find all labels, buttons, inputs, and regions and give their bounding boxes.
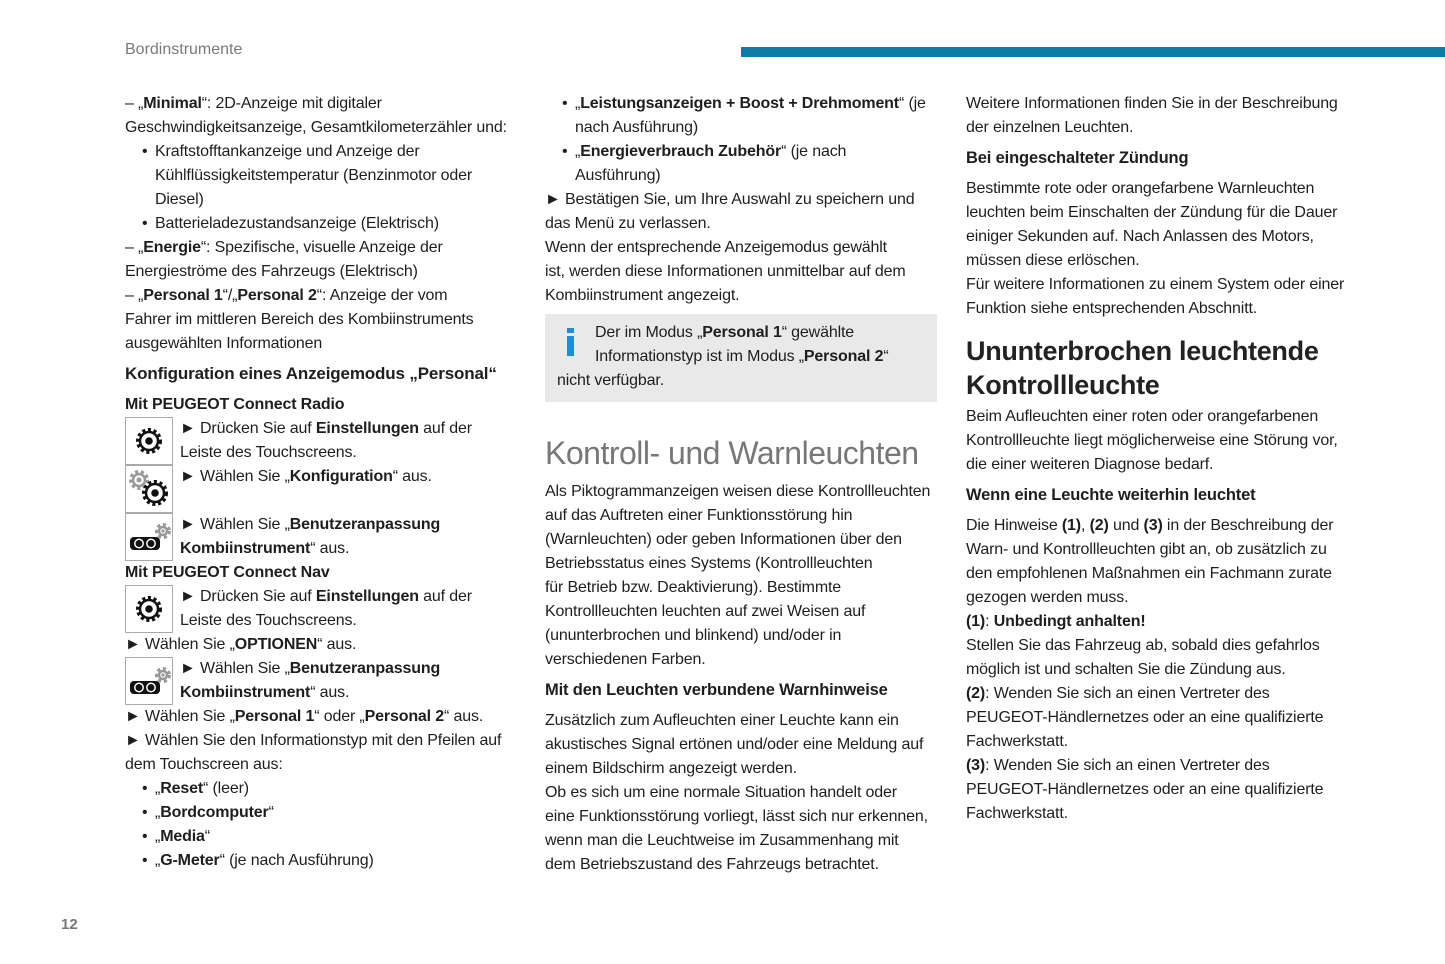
- text-span: nach Ausführung): [575, 119, 699, 136]
- text-span: akustisches Signal ertönen und/oder eine Meldung auf: [545, 736, 924, 753]
- text-span: “ (je nach: [781, 143, 847, 160]
- text-span: “ aus.: [444, 708, 484, 725]
- text-line: [966, 334, 1366, 368]
- bullet-item: [125, 801, 525, 825]
- text-line: [557, 345, 937, 369]
- bold-text: G-Meter: [160, 852, 220, 869]
- text-span: “: 2D-Anzeige mit digitaler: [201, 95, 382, 112]
- bold-text: Personal 1: [702, 324, 782, 341]
- bold-text: (1): [966, 613, 986, 630]
- text-span: ► Wählen Sie „: [180, 468, 290, 485]
- text-line: [180, 465, 525, 489]
- text-span: „: [155, 780, 161, 797]
- text-line: [180, 681, 525, 705]
- text-line: [966, 297, 1366, 321]
- text-span: einiger Sekunden auf. Nach Anlassen des Motors,: [966, 228, 1314, 245]
- text-span: “ gewählte: [781, 324, 855, 341]
- text-line: [966, 146, 1366, 170]
- bold-text: (3): [1143, 517, 1163, 534]
- text-span: Kontroll- und Warnleuchten: [545, 435, 919, 471]
- text-span: Fahrer im mittleren Bereich des Kombiinstruments: [125, 311, 474, 328]
- text-line: [966, 225, 1366, 249]
- bold-text: Benutzeranpassung: [289, 516, 441, 533]
- text-span: “: [268, 804, 274, 821]
- text-span: Weitere Informationen finden Sie in der Beschreibung: [966, 95, 1338, 112]
- paragraph: [545, 188, 945, 236]
- text-line: [545, 576, 945, 600]
- text-span: Konfiguration eines Anzeigemodus „Personal“: [125, 364, 497, 383]
- text-line: [180, 609, 525, 633]
- text-span: Diesel): [155, 191, 204, 208]
- text-line: [125, 825, 525, 849]
- bold-text: Personal 2: [803, 348, 884, 365]
- bold-text: (1): [1061, 517, 1081, 534]
- text-line: [125, 777, 525, 801]
- text-line: [125, 140, 525, 164]
- text-line: [966, 682, 1366, 706]
- section-heading: [125, 561, 525, 585]
- text-line: [545, 805, 945, 829]
- section-heading: [966, 334, 1366, 402]
- text-span: der einzelnen Leuchten.: [966, 119, 1134, 136]
- text-span: Für weitere Informationen zu einem System oder einer: [966, 276, 1345, 293]
- instruction-step: [125, 657, 525, 705]
- column-left: [125, 92, 525, 873]
- text-line: [545, 433, 945, 473]
- text-span: müssen diese erlöschen.: [966, 252, 1140, 269]
- text-line: [545, 624, 945, 648]
- bold-text: Konfiguration: [289, 468, 393, 485]
- text-span: Fachwerkstatt.: [966, 733, 1068, 750]
- text-span: “: Anzeige der vom: [316, 287, 448, 304]
- text-line: [125, 801, 525, 825]
- text-line: [125, 849, 525, 873]
- column-right: [966, 92, 1366, 826]
- text-span: Kontrollleuchte: [966, 370, 1160, 400]
- text-span: Wenn der entsprechende Anzeigemodus gewählt: [545, 239, 887, 256]
- text-span: ► Drücken Sie auf: [180, 588, 316, 605]
- bold-text: Einstellungen: [315, 588, 419, 605]
- text-span: “ (leer): [203, 780, 249, 797]
- text-span: : Wenden Sie sich an einen Vertreter des: [985, 685, 1270, 702]
- text-span: Bestimmte rote oder orangefarbene Warnleuchten: [966, 180, 1315, 197]
- text-span: einem Bildschirm angezeigt werden.: [545, 760, 797, 777]
- text-span: Warn- und Kontrollleuchten gibt an, ob zusätzlich zu: [966, 541, 1327, 558]
- text-line: [545, 140, 945, 164]
- text-span: “: [204, 828, 210, 845]
- text-line: [966, 368, 1366, 402]
- text-span: Batterieladezustandsanzeige (Elektrisch): [155, 215, 439, 232]
- text-span: ► Wählen Sie „: [125, 708, 235, 725]
- text-span: Fachwerkstatt.: [966, 805, 1068, 822]
- text-span: das Menü zu verlassen.: [545, 215, 711, 232]
- text-span: Ob es sich um eine normale Situation handelt oder: [545, 784, 897, 801]
- text-span: Beim Aufleuchten einer roten oder orangefarbenen: [966, 408, 1319, 425]
- text-line: [545, 504, 945, 528]
- text-span: Ununterbrochen leuchtende: [966, 336, 1319, 366]
- text-span: “ aus.: [310, 684, 350, 701]
- text-span: Kombiinstrument angezeigt.: [545, 287, 740, 304]
- text-span: Leiste des Touchscreens.: [180, 444, 357, 461]
- text-line: [966, 483, 1366, 507]
- text-line: [966, 610, 1366, 634]
- text-line: [180, 417, 525, 441]
- text-line: [125, 260, 525, 284]
- text-line: [966, 116, 1366, 140]
- text-span: Informationstyp ist im Modus „: [595, 348, 804, 365]
- text-span: “ (je nach Ausführung): [219, 852, 374, 869]
- text-span: Zusätzlich zum Aufleuchten einer Leuchte kann ein: [545, 712, 899, 729]
- instruction-step: [125, 465, 525, 513]
- text-span: ► Drücken Sie auf: [180, 420, 316, 437]
- text-line: [545, 260, 945, 284]
- text-span: auf der: [418, 588, 472, 605]
- text-span: Geschwindigkeitsanzeige, Gesamtkilometerzähler und:: [125, 119, 507, 136]
- text-line: [180, 585, 525, 609]
- text-span: Kontrollleuchten leuchten auf zwei Weisen auf: [545, 603, 866, 620]
- text-span: : Wenden Sie sich an einen Vertreter des: [985, 757, 1270, 774]
- text-line: [966, 249, 1366, 273]
- text-span: “ aus.: [392, 468, 432, 485]
- text-span: Der im Modus „: [595, 324, 703, 341]
- text-span: ► Bestätigen Sie, um Ihre Auswahl zu speichern und: [545, 191, 915, 208]
- instrument-cluster-icon: [125, 657, 173, 705]
- text-span: dem Betriebszustand des Fahrzeugs betrachtet.: [545, 856, 879, 873]
- text-line: [545, 284, 945, 308]
- text-line: [966, 802, 1366, 826]
- bold-text: Unbedingt anhalten!: [993, 613, 1146, 630]
- text-span: “/„: [222, 287, 238, 304]
- text-span: Betriebsstatus eines Systems (Kontrollleuchten: [545, 555, 873, 572]
- text-line: [180, 513, 525, 537]
- bold-text: Personal 1: [234, 708, 315, 725]
- text-span: Mit PEUGEOT Connect Nav: [125, 564, 330, 581]
- text-span: „: [155, 852, 161, 869]
- bold-text: OPTIONEN: [234, 636, 318, 653]
- text-span: – „: [125, 95, 144, 112]
- text-line: [125, 284, 525, 308]
- text-line: [966, 453, 1366, 477]
- text-span: leuchten beim Einschalten der Zündung für die Dauer: [966, 204, 1338, 221]
- bold-text: (2): [1089, 517, 1109, 534]
- text-span: in der Beschreibung der: [1162, 517, 1334, 534]
- text-span: Mit den Leuchten verbundene Warnhinweise: [545, 681, 888, 699]
- text-span: Energieströme des Fahrzeugs (Elektrisch): [125, 263, 418, 280]
- bullet-item: [125, 140, 525, 212]
- bold-text: (2): [966, 685, 986, 702]
- text-line: [545, 678, 945, 702]
- text-line: [966, 177, 1366, 201]
- text-span: Mit PEUGEOT Connect Radio: [125, 396, 345, 413]
- text-line: [545, 116, 945, 140]
- bullet-item: [545, 92, 945, 140]
- text-span: und: [1108, 517, 1144, 534]
- bold-text: Kombiinstrument: [180, 684, 311, 701]
- bold-text: Reset: [160, 780, 204, 797]
- text-line: [125, 116, 525, 140]
- bullet-item: [125, 777, 525, 801]
- bold-text: Personal 2: [364, 708, 445, 725]
- text-line: [125, 236, 525, 260]
- text-span: nicht verfügbar.: [557, 372, 664, 389]
- text-span: Kraftstofftankanzeige und Anzeige der: [155, 143, 420, 160]
- text-line: [545, 188, 945, 212]
- text-line: [125, 633, 525, 657]
- text-line: [125, 561, 525, 585]
- text-line: [966, 273, 1366, 297]
- bold-text: Energieverbrauch Zubehör: [580, 143, 782, 160]
- text-line: [966, 754, 1366, 778]
- text-line: [545, 164, 945, 188]
- configuration-gears-icon: [125, 465, 173, 513]
- paragraph: [125, 92, 525, 140]
- column-middle: [545, 92, 945, 877]
- text-line: [180, 537, 525, 561]
- section-heading: [125, 393, 525, 417]
- text-span: Kontrollleuchte liegt möglicherweise eine Störung vor,: [966, 432, 1338, 449]
- text-line: [545, 709, 945, 733]
- text-span: „: [155, 804, 161, 821]
- text-line: [966, 201, 1366, 225]
- bold-text: Personal 2: [237, 287, 317, 304]
- info-icon: [567, 328, 574, 356]
- text-line: [966, 538, 1366, 562]
- text-span: möglich ist und schalten Sie die Zündung aus.: [966, 661, 1286, 678]
- text-line: [125, 393, 525, 417]
- paragraph: [125, 633, 525, 657]
- text-line: [545, 528, 945, 552]
- text-line: [125, 308, 525, 332]
- text-line: [125, 729, 525, 753]
- text-span: “ aus.: [317, 636, 357, 653]
- text-line: [545, 757, 945, 781]
- text-span: Bei eingeschalteter Zündung: [966, 149, 1189, 167]
- text-span: Funktion siehe entsprechenden Abschnitt.: [966, 300, 1258, 317]
- text-line: [125, 164, 525, 188]
- text-span: verschiedenen Farben.: [545, 651, 706, 668]
- text-span: „: [575, 95, 581, 112]
- text-line: [180, 657, 525, 681]
- bold-text: Personal 1: [143, 287, 223, 304]
- text-line: [966, 706, 1366, 730]
- paragraph: [545, 480, 945, 672]
- section-heading: [966, 483, 1366, 507]
- text-span: “: [883, 348, 889, 365]
- text-line: [125, 362, 525, 386]
- section-heading: [125, 362, 525, 386]
- text-line: [966, 586, 1366, 610]
- text-line: [966, 634, 1366, 658]
- text-span: „: [155, 828, 161, 845]
- text-span: dem Touchscreen aus:: [125, 756, 283, 773]
- text-line: [125, 705, 525, 729]
- bold-text: Benutzeranpassung: [289, 660, 441, 677]
- text-span: auf der: [418, 420, 472, 437]
- paragraph: [966, 92, 1366, 140]
- paragraph: [545, 709, 945, 877]
- text-line: [557, 321, 937, 345]
- text-line: [545, 648, 945, 672]
- text-span: “ (je: [899, 95, 926, 112]
- text-span: Wenn eine Leuchte weiterhin leuchtet: [966, 486, 1256, 504]
- text-span: Als Piktogrammanzeigen weisen diese Kontrollleuchten: [545, 483, 931, 500]
- text-span: die einer weiteren Diagnose bedarf.: [966, 456, 1214, 473]
- bullet-item: [125, 825, 525, 849]
- bullet-item: [125, 212, 525, 236]
- bold-text: Kombiinstrument: [180, 540, 311, 557]
- section-heading: [545, 433, 945, 473]
- instruction-step: [125, 417, 525, 465]
- text-span: – „: [125, 239, 144, 256]
- text-span: eine Funktionsstörung vorliegt, lässt sich nur erkennen,: [545, 808, 928, 825]
- text-span: “ aus.: [310, 540, 350, 557]
- text-span: den empfohlenen Maßnahmen ein Fachmann zurate: [966, 565, 1332, 582]
- text-span: gezogen werden muss.: [966, 589, 1129, 606]
- text-span: :: [985, 613, 994, 630]
- section-heading: [545, 678, 945, 702]
- text-span: (Warnleuchten) oder geben Informationen über den: [545, 531, 902, 548]
- page-number: 12: [61, 916, 78, 933]
- text-span: ausgewählten Informationen: [125, 335, 323, 352]
- text-line: [966, 405, 1366, 429]
- text-line: [966, 562, 1366, 586]
- text-line: [545, 92, 945, 116]
- text-span: ist, werden diese Informationen unmittelbar auf dem: [545, 263, 906, 280]
- bold-text: (3): [966, 757, 986, 774]
- text-span: Leiste des Touchscreens.: [180, 612, 357, 629]
- paragraph: [125, 729, 525, 777]
- text-span: “ oder „: [314, 708, 365, 725]
- paragraph: [125, 236, 525, 284]
- paragraph: [966, 405, 1366, 477]
- text-span: auf das Auftreten einer Funktionsstörung hin: [545, 507, 853, 524]
- section-title: Bordinstrumente: [125, 41, 243, 58]
- bold-text: Minimal: [143, 95, 202, 112]
- text-span: ► Wählen Sie den Informationstyp mit den Pfeilen auf: [125, 732, 502, 749]
- text-line: [966, 778, 1366, 802]
- bullet-item: [545, 140, 945, 188]
- text-span: ► Wählen Sie „: [180, 516, 290, 533]
- text-span: „: [575, 143, 581, 160]
- text-line: [125, 212, 525, 236]
- text-line: [557, 369, 937, 393]
- instruction-step: [125, 585, 525, 633]
- text-line: [966, 730, 1366, 754]
- text-span: Kühlflüssigkeitstemperatur (Benzinmotor oder: [155, 167, 473, 184]
- settings-gear-icon: [125, 417, 173, 465]
- text-line: [545, 212, 945, 236]
- paragraph: [125, 705, 525, 729]
- text-line: [545, 853, 945, 877]
- info-note: [545, 314, 937, 402]
- paragraph: [966, 514, 1366, 826]
- paragraph: [966, 177, 1366, 321]
- instrument-cluster-icon: [125, 513, 173, 561]
- text-line: [545, 552, 945, 576]
- bold-text: Media: [160, 828, 205, 845]
- paragraph: [545, 236, 945, 308]
- text-span: Die Hinweise: [966, 517, 1062, 534]
- bold-text: Leistungsanzeigen + Boost + Drehmoment: [580, 95, 899, 112]
- text-line: [125, 188, 525, 212]
- text-span: “: Spezifische, visuelle Anzeige der: [200, 239, 443, 256]
- text-line: [545, 600, 945, 624]
- text-line: [545, 480, 945, 504]
- text-span: (ununterbrochen und blinkend) und/oder in: [545, 627, 842, 644]
- bold-text: Einstellungen: [315, 420, 419, 437]
- text-span: ► Wählen Sie „: [180, 660, 290, 677]
- bold-text: Energie: [143, 239, 201, 256]
- instruction-step: [125, 513, 525, 561]
- text-line: [545, 781, 945, 805]
- paragraph: [125, 284, 525, 356]
- text-span: PEUGEOT-Händlernetzes oder an eine qualifizierte: [966, 709, 1324, 726]
- text-line: [545, 733, 945, 757]
- section-heading: [966, 146, 1366, 170]
- text-span: ,: [1080, 517, 1090, 534]
- text-line: [966, 429, 1366, 453]
- text-span: Stellen Sie das Fahrzeug ab, sobald dies gefahrlos: [966, 637, 1320, 654]
- settings-gear-icon: [125, 585, 173, 633]
- text-line: [180, 441, 525, 465]
- bullet-item: [125, 849, 525, 873]
- text-line: [966, 514, 1366, 538]
- text-line: [966, 658, 1366, 682]
- text-span: ► Wählen Sie „: [125, 636, 235, 653]
- text-line: [545, 236, 945, 260]
- text-span: PEUGEOT-Händlernetzes oder an eine qualifizierte: [966, 781, 1324, 798]
- text-span: für Betrieb bzw. Deaktivierung). Bestimmte: [545, 579, 842, 596]
- text-span: wenn man die Leuchtweise im Zusammenhang mit: [545, 832, 899, 849]
- text-span: – „: [125, 287, 144, 304]
- text-line: [966, 92, 1366, 116]
- text-line: [545, 829, 945, 853]
- header-accent-bar: [741, 47, 1445, 57]
- bold-text: Bordcomputer: [160, 804, 269, 821]
- text-line: [125, 332, 525, 356]
- text-line: [125, 92, 525, 116]
- text-span: Ausführung): [575, 167, 661, 184]
- text-line: [125, 753, 525, 777]
